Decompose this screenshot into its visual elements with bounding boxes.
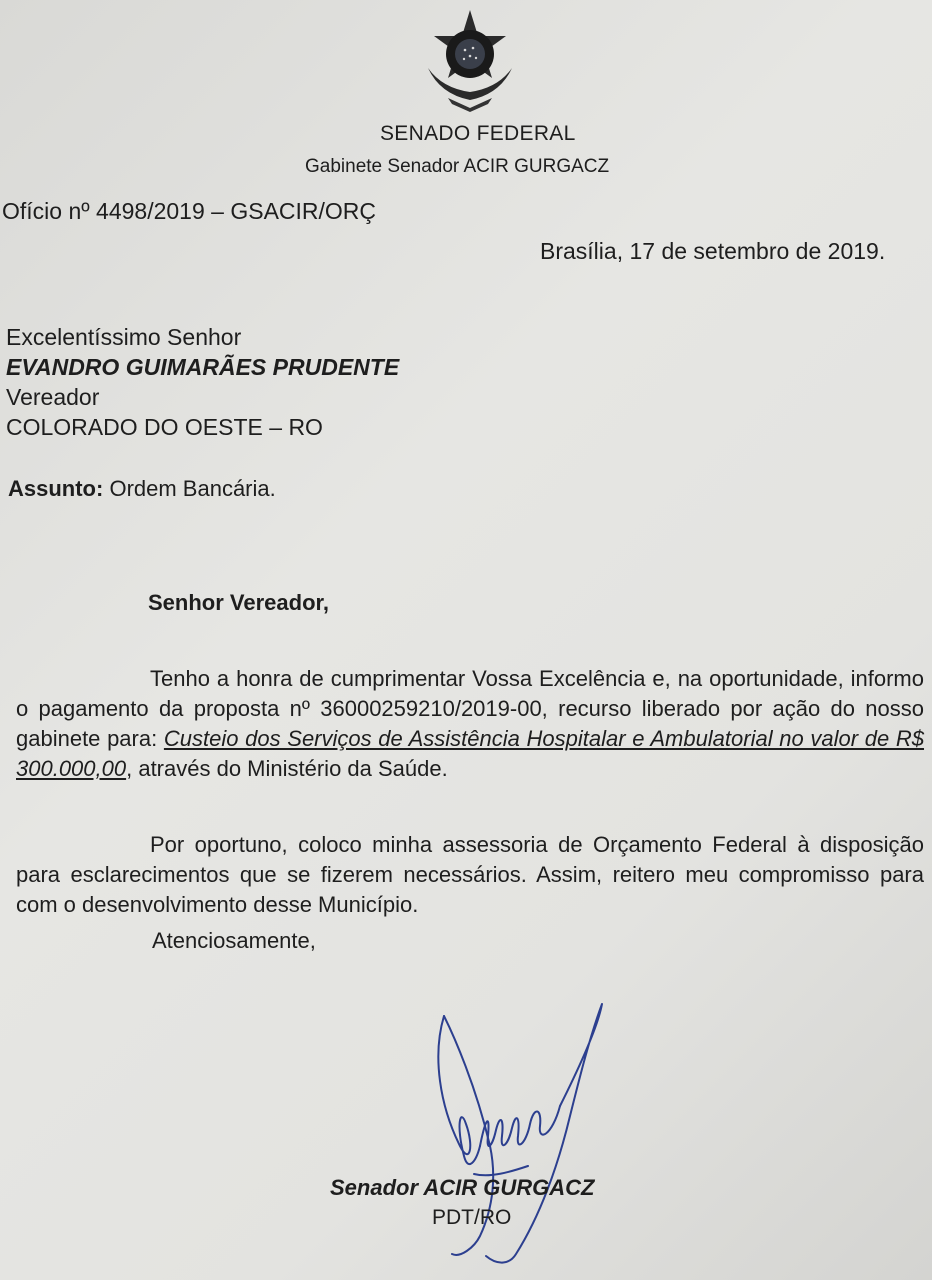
subject-value: Ordem Bancária. — [109, 476, 276, 501]
recipient-location: COLORADO DO OESTE – RO — [6, 414, 323, 440]
body-paragraph-1-end: , através do Ministério da Saúde. — [126, 756, 448, 781]
body-paragraph-2: Por oportuno, coloco minha assessoria de Orçamento Federal à disposição para esclarecimentos que se fizerem necessários. Assim, reitero meu compromisso para com o desenvolvimento desse Município. — [16, 832, 924, 917]
signatory-name: Senador ACIR GURGACZ — [330, 1175, 595, 1200]
signatory-party: PDT/RO — [432, 1206, 512, 1229]
document-reference: Ofício nº 4498/2019 – GSACIR/ORÇ — [2, 198, 377, 224]
recipient-name: EVANDRO GUIMARÃES PRUDENTE — [6, 354, 400, 380]
salutation: Senhor Vereador, — [148, 590, 329, 615]
funding-purpose: Custeio dos Serviços de Assistência Hospitalar e Ambulatorial no valor de R$ 300.000,00 — [16, 726, 925, 781]
brasil-coat-of-arms-icon — [418, 8, 522, 112]
closing-line: Atenciosamente, — [152, 928, 316, 953]
recipient-role: Vereador — [6, 384, 100, 410]
institution-title: SENADO FEDERAL — [380, 122, 576, 145]
recipient-greeting: Excelentíssimo Senhor — [6, 324, 242, 350]
body-paragraph-1 — [16, 664, 924, 784]
subject-label: Assunto: — [8, 476, 104, 501]
document-date: Brasília, 17 de setembro de 2019. — [540, 238, 886, 264]
body-paragraph-1-intro: Tenho a honra de cumprimentar Vossa Excelência e, na oportunidade, informo o pagamento da proposta nº 36000259210/2019-00, recurso liberado por ação do nosso gabinete para: — [16, 666, 924, 751]
subject-line — [8, 476, 276, 502]
office-subtitle: Gabinete Senador ACIR GURGACZ — [305, 156, 610, 177]
